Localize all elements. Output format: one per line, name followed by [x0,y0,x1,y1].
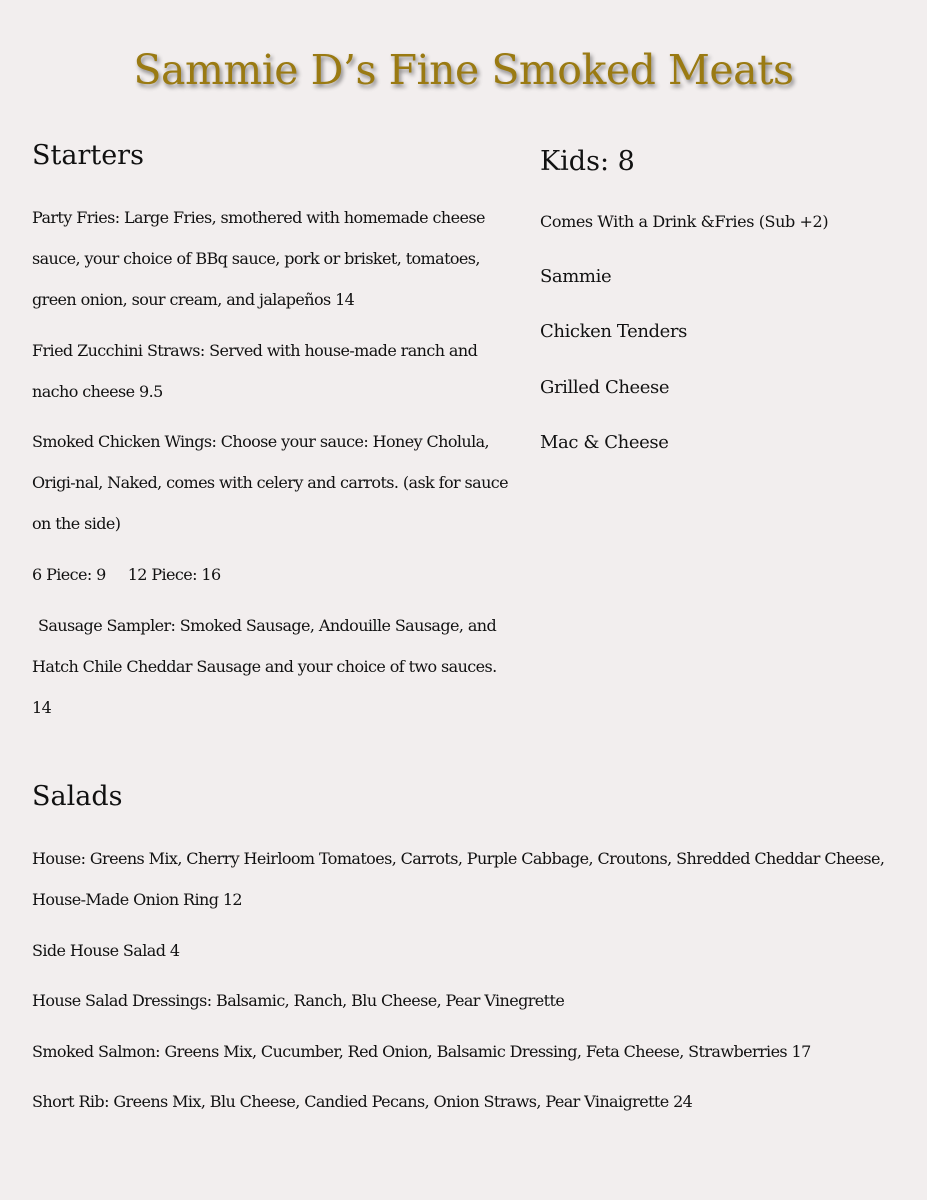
starter-wing-pieces [32,554,518,595]
starter-party-fries: Party Fries: Large Fries, smothered with homemade cheese sauce, your choice of BBq sauce, pork or brisket, tomatoes, green onion, sour cream, and jalapeños 14 [32,208,485,309]
kids-item-grilled-cheese: Grilled Cheese [540,377,670,398]
wing-six-piece-price: 6 Piece: 9 [32,565,106,584]
restaurant-title: Sammie D’s Fine Smoked Meats [133,46,794,94]
kids-item-sammie: Sammie [540,266,612,287]
kids-item-chicken-tenders: Chicken Tenders [540,321,687,342]
starter-zucchini-straws: Fried Zucchini Straws: Served with house-made ranch and nacho cheese 9.5 [32,341,478,401]
salad-dressings: House Salad Dressings: Balsamic, Ranch, Blu Cheese, Pear Vinegrette [32,991,565,1010]
starter-chicken-wings: Smoked Chicken Wings: Choose your sauce: Honey Cholula, Origi-nal, Naked, comes with celery and carrots. (ask for sauce on the side) [32,432,509,533]
starters-heading: Starters [32,140,144,171]
salad-side-house: Side House Salad 4 [32,941,180,960]
kids-note: Comes With a Drink &Fries (Sub +2) [540,212,829,231]
kids-heading: Kids: 8 [540,146,635,177]
salad-short-rib: Short Rib: Greens Mix, Blu Cheese, Candied Pecans, Onion Straws, Pear Vinaigrette 24 [32,1092,693,1111]
salads-heading: Salads [32,781,123,812]
starter-sausage-sampler: Sausage Sampler: Smoked Sausage, Andouille Sausage, and Hatch Chile Cheddar Sausage and your choice of two sauces. 14 [32,616,497,717]
kids-item-mac-cheese: Mac & Cheese [540,432,669,453]
salad-house: House: Greens Mix, Cherry Heirloom Tomatoes, Carrots, Purple Cabbage, Croutons, Shredded Cheddar Cheese, House-Made Onion Ring 12 [32,849,885,909]
wing-twelve-piece-price: 12 Piece: 16 [127,565,221,584]
salad-smoked-salmon: Smoked Salmon: Greens Mix, Cucumber, Red Onion, Balsamic Dressing, Feta Cheese, Strawberries 17 [32,1042,811,1061]
